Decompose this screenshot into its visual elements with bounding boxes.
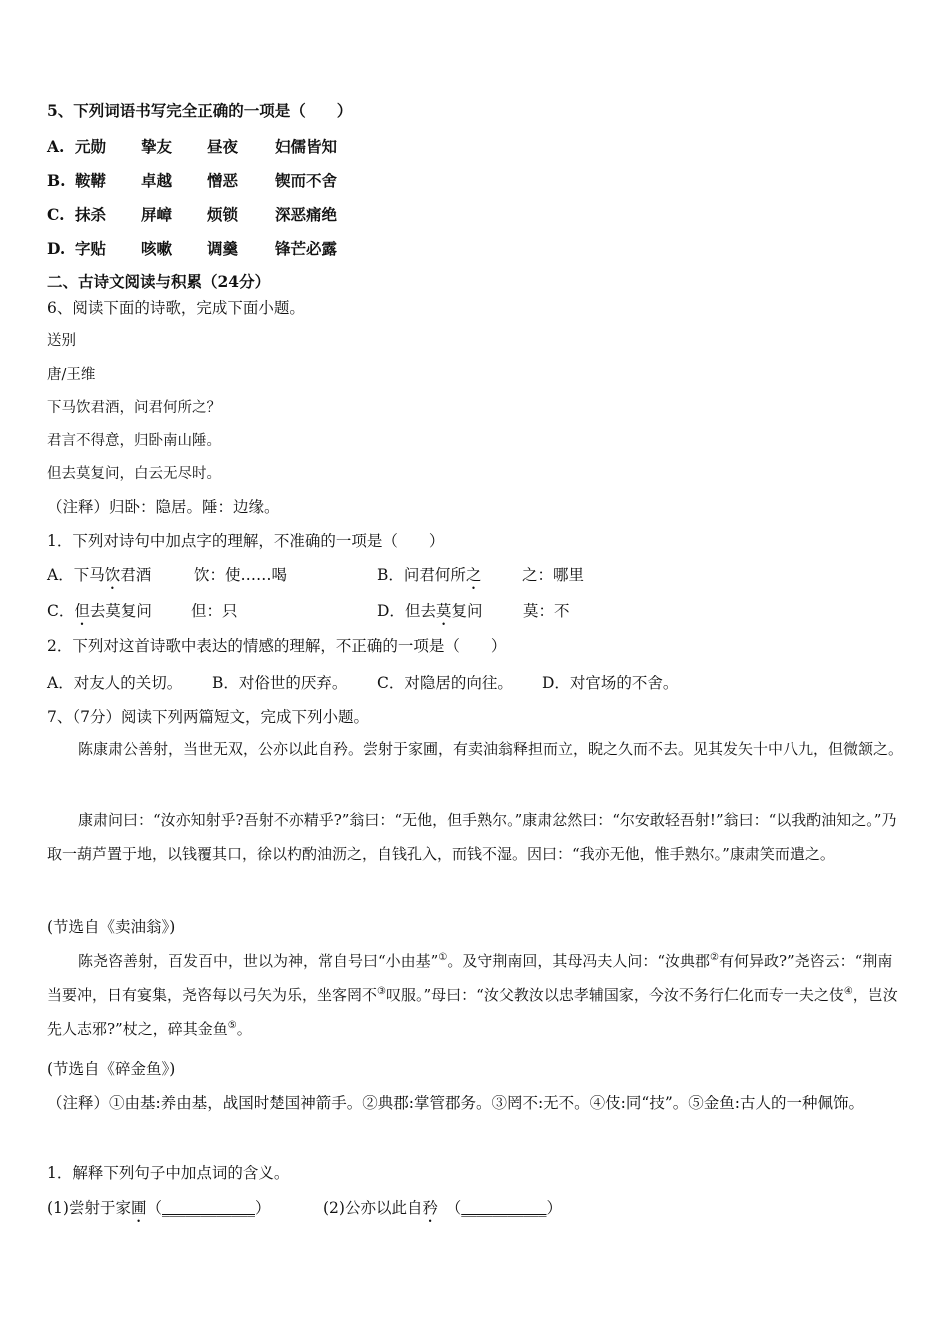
q6-intro: 6、阅读下面的诗歌，完成下面小题。 <box>47 299 305 317</box>
passage-2-source: (节选自《碎金鱼》) <box>47 1060 176 1078</box>
poem-title: 送别 <box>47 333 76 349</box>
item-text: (1)尝射于家 <box>47 1199 131 1217</box>
footnote-marker: ② <box>709 952 719 963</box>
q5-option-a[interactable] <box>47 136 337 158</box>
option-text: 下马 <box>73 566 105 584</box>
q7-intro: 7、（7分）阅读下列两篇短文，完成下列小题。 <box>47 708 369 726</box>
q6-sub2-stem: 2．下列对这首诗歌中表达的情感的理解，不正确的一项是（ ） <box>47 637 507 655</box>
option-key: C. <box>47 205 65 224</box>
option-word: 抹杀 <box>75 205 107 224</box>
option-key: D． <box>377 602 405 620</box>
q6-sub2-option-b[interactable]: B．对俗世的厌弃。 <box>212 674 348 692</box>
footnote-marker: ① <box>438 952 448 963</box>
q6-sub2-option-c[interactable]: C．对隐居的向往。 <box>377 674 513 692</box>
dotted-char: 饮 <box>104 566 121 584</box>
option-word: 昼夜 <box>207 137 239 156</box>
passage-1-paragraph <box>47 732 905 766</box>
paragraph-text: 叹服。”母曰：“汝父教汝以忠孝辅国家，今汝不务行仁化而专一夫之伎 <box>385 986 844 1004</box>
option-key: B． <box>377 566 404 584</box>
paragraph-text: 。及守荆南回，其母冯夫人问：“汝典郡 <box>447 952 710 970</box>
footnote-marker: ④ <box>843 986 853 997</box>
q6-sub2-option-a[interactable]: A．对友人的关切。 <box>47 674 183 692</box>
option-word: 锲而不舍 <box>275 171 338 190</box>
paragraph-text: 陈康肃公善射，当世无双，公亦以此自矜。尝射于家圃，有卖油翁释担而立，睨之久而不去。见其发矢十中八九，但微颔之。 <box>78 740 904 758</box>
item-text: （ <box>146 1199 162 1217</box>
q6-sub1-option-c[interactable] <box>47 600 152 629</box>
option-word: 挚友 <box>141 137 173 156</box>
poem-author: 唐/王维 <box>47 367 96 383</box>
option-word: 调羹 <box>207 239 239 258</box>
option-word: 烦锁 <box>207 205 239 224</box>
option-word: 咳嗽 <box>141 239 173 258</box>
option-text: 复问 <box>451 602 483 620</box>
option-word: 卓越 <box>141 171 173 190</box>
poem-line: 君言不得意，归卧南山陲。 <box>47 433 221 449</box>
paragraph-text: 有何异政?”尧咨云：“荆南当要冲，日有宴集，尧咨每以弓矢为乐，坐客罔不 <box>47 952 893 1004</box>
option-word: 元勋 <box>75 137 107 156</box>
item-text: （ <box>437 1199 462 1217</box>
answer-blank[interactable]: ____________ <box>162 1199 255 1217</box>
option-word: 憎恶 <box>207 171 239 190</box>
paragraph-text: 康肃问曰：“汝亦知射乎?吾射不亦精乎?”翁曰：“无他，但手熟尔。”康肃忿然曰：“尔安敢轻吾射!”翁曰：“以我酌油知之。”乃取一葫芦置于地，以钱覆其口，徐以杓酌油沥之，自钱孔入，而钱不湿。因曰：“我亦无他，惟手熟尔。”康肃笑而遣之。 <box>47 811 897 863</box>
poem-note: （注释）归卧：隐居。陲：边缘。 <box>47 498 280 516</box>
q7-sub1-item-1 <box>47 1197 271 1226</box>
passage-2-paragraph <box>47 944 905 1046</box>
paragraph-text: ，岂汝先人志邪?”杖之，碎其金鱼 <box>47 986 898 1038</box>
option-gloss: 饮：使……喝 <box>194 566 288 584</box>
q6-sub1-option-b[interactable] <box>377 564 481 593</box>
passage-2-note: （注释）①由基:养由基，战国时楚国神箭手。②典郡:掌管郡务。③罔不:无不。④伎:同“技”。⑤金鱼:古人的一种佩饰。 <box>47 1094 864 1112</box>
option-text: 但去 <box>404 602 436 620</box>
paragraph-text: 陈尧咨善射，百发百中，世以为神，常自号曰“小由基” <box>78 952 439 970</box>
option-gloss: 莫：不 <box>523 602 570 620</box>
poem-line: 下马饮君酒，问君何所之？ <box>47 400 221 416</box>
q5-title: 5、下列词语书写完全正确的一项是（ ） <box>47 101 353 120</box>
section-2-title: 二、古诗文阅读与积累（24分） <box>47 272 271 291</box>
option-text: 去莫复问 <box>89 602 152 620</box>
option-key: B. <box>47 171 66 190</box>
footnote-marker: ③ <box>377 986 386 997</box>
q7-sub1-stem: 1．解释下列句子中加点词的含义。 <box>47 1164 290 1182</box>
dotted-char: 但 <box>74 602 90 620</box>
passage-1-paragraph <box>47 803 905 871</box>
option-text: 问君何所 <box>403 566 466 584</box>
option-key: D. <box>47 239 66 258</box>
q6-sub1-stem: 1．下列对诗句中加点字的理解，不准确的一项是（ ） <box>47 532 445 550</box>
item-text: (2)公亦以此自 <box>323 1199 423 1217</box>
answer-blank[interactable]: ___________ <box>461 1199 547 1217</box>
q5-option-c[interactable] <box>47 204 337 226</box>
q7-sub1-item-2 <box>323 1197 562 1226</box>
option-word: 鞍鞯 <box>75 171 107 190</box>
paragraph-text: 。 <box>236 1020 252 1038</box>
option-text: 君酒 <box>120 566 152 584</box>
q5-option-b[interactable] <box>47 170 337 192</box>
dotted-char: 圃 <box>130 1199 147 1217</box>
passage-1-source: (节选自《卖油翁》) <box>47 918 176 936</box>
dotted-char: 之 <box>465 566 482 584</box>
q6-sub1-option-a[interactable] <box>47 564 151 593</box>
q5-option-d[interactable] <box>47 238 337 260</box>
option-key: A. <box>47 137 65 156</box>
option-key: C． <box>47 602 75 620</box>
option-word: 妇儒皆知 <box>275 137 338 156</box>
q6-sub2-option-d[interactable]: D．对官场的不舍。 <box>542 674 679 692</box>
option-key: A． <box>47 566 74 584</box>
dotted-char: 矜 <box>422 1199 438 1217</box>
option-word: 字贴 <box>75 239 107 258</box>
item-text: ） <box>546 1199 563 1217</box>
item-text: ） <box>255 1199 271 1217</box>
option-gloss: 之：哪里 <box>522 566 585 584</box>
dotted-char: 莫 <box>435 602 452 620</box>
poem-line: 但去莫复问，白云无尽时。 <box>47 466 221 482</box>
option-word: 深恶痛绝 <box>275 205 338 224</box>
option-word: 锋芒必露 <box>275 239 338 258</box>
option-word: 屏嶂 <box>141 205 173 224</box>
q6-sub1-option-d[interactable] <box>377 600 482 629</box>
option-gloss: 但：只 <box>191 602 238 620</box>
footnote-marker: ⑤ <box>227 1020 237 1031</box>
